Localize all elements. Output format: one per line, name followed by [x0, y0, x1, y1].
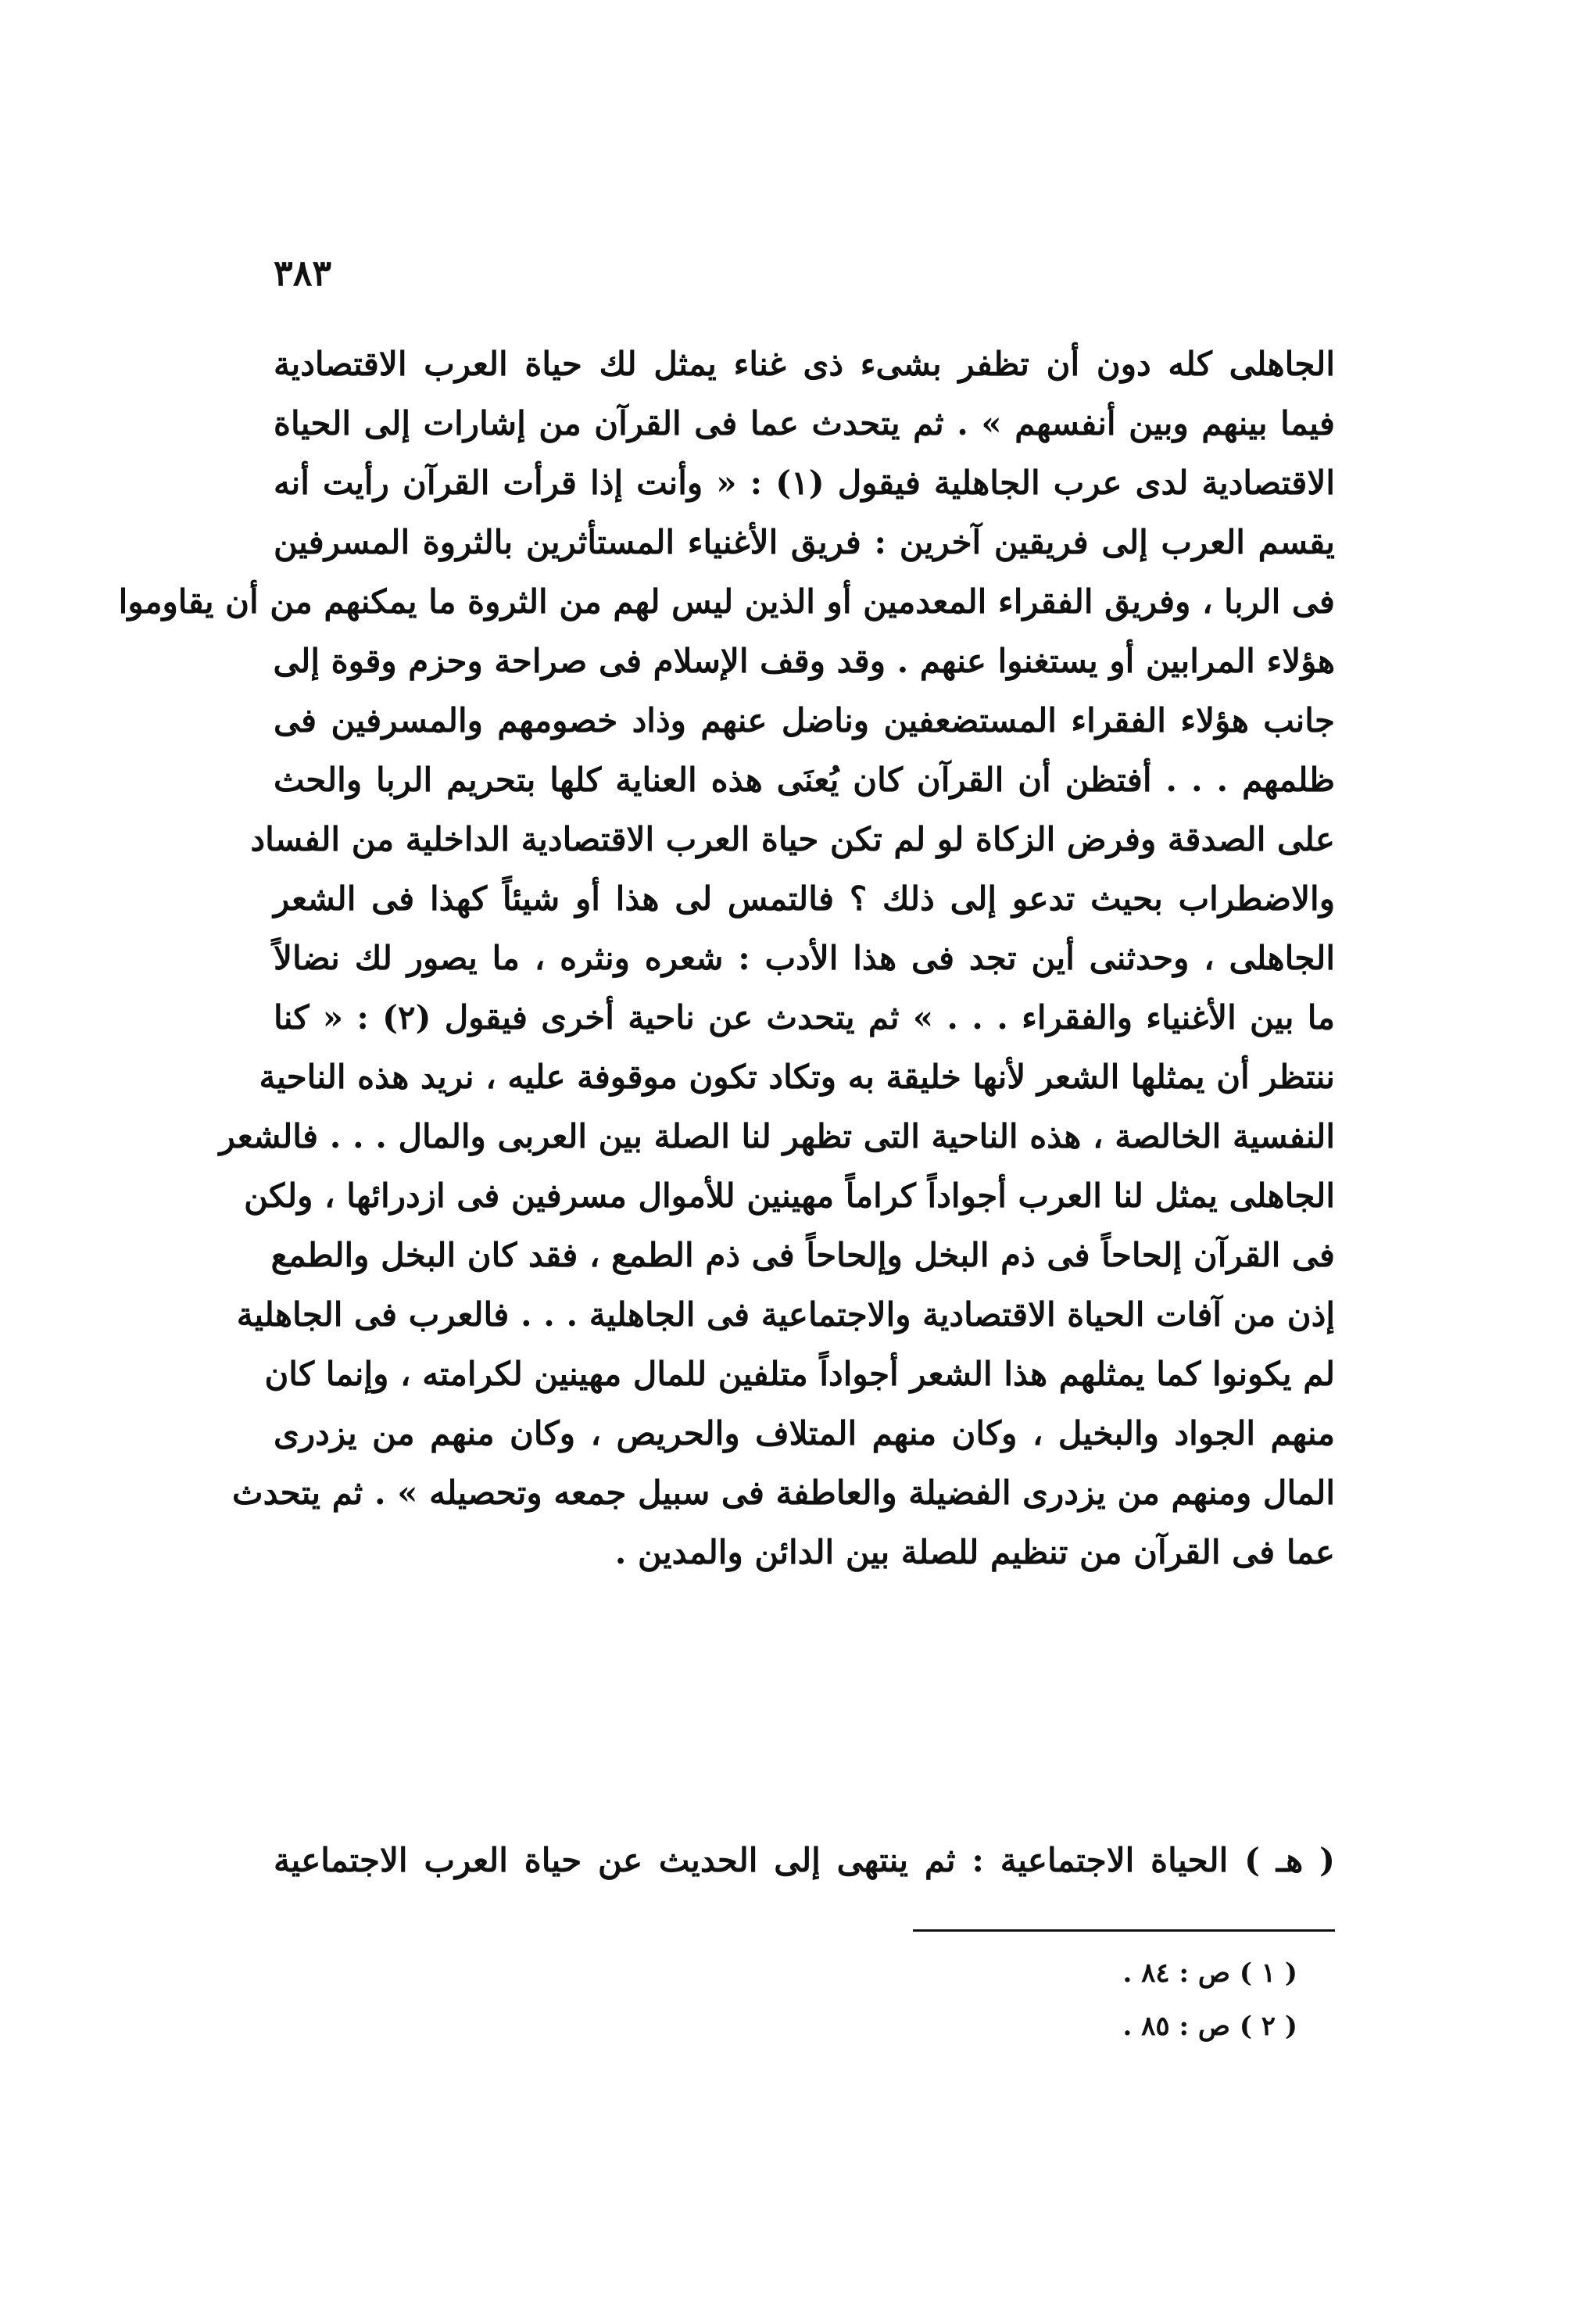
section-heading: ( هـ ) الحياة الاجتماعية : ثم ينتهى إلى الحديث عن حياة العرب الاجتماعية: [274, 1841, 1335, 1879]
text-line: هؤلاء المرابين أو يستغنوا عنهم . وقد وقف الإسلام فى صراحة وحزم وقوة إلى: [273, 642, 1335, 680]
text-line: فى الربا ، وفريق الفقراء المعدمين أو الذين ليس لهم من الثروة ما يمكنهم من أن يقاوموا: [118, 582, 1335, 621]
text-line: الجاهلى كله دون أن تظفر بشىء ذى غناء يمثل لك حياة العرب الاقتصادية: [274, 345, 1335, 383]
text-line: لم يكونوا كما يمثلهم هذا الشعر أجواداً متلفين للمال مهينين لكرامته ، وإنما كان: [264, 1355, 1335, 1393]
text-line: والاضطراب بحيث تدعو إلى ذلك ؟ فالتمس لى هذا أو شيئاً كهذا فى الشعر: [274, 879, 1335, 918]
text-line: إذن من آفات الحياة الاقتصادية والاجتماعية فى الجاهلية . . . فالعرب فى الجاهلية: [236, 1295, 1335, 1334]
text-line: جانب هؤلاء الفقراء المستضعفين وناضل عنهم وذاد خصومهم والمسرفين فى: [274, 701, 1335, 740]
body-text: [118, 335, 1335, 1582]
text-line: عما فى القرآن من تنظيم للصلة بين الدائن والمدين .: [614, 1533, 1335, 1571]
text-line: المال ومنهم من يزدرى الفضيلة والعاطفة فى سبيل جمعه وتحصيله » . ثم يتحدث: [232, 1474, 1335, 1512]
page-number: ٣٨٣: [274, 252, 332, 294]
text-line: على الصدقة وفرض الزكاة لو لم تكن حياة العرب الاقتصادية الداخلية من الفساد: [250, 820, 1335, 858]
text-line: الجاهلى ، وحدثنى أين تجد فى هذا الأدب : شعره ونثره ، ما يصور لك نضالاً: [274, 939, 1335, 977]
text-line: ظلمهم . . . أفتظن أن القرآن كان يُعنَى هذه العناية كلها بتحريم الربا والحث: [274, 761, 1335, 799]
text-line: ننتظر أن يمثلها الشعر لأنها خليقة به وتكاد تكون موقوفة عليه ، نريد هذه الناحية: [259, 1058, 1335, 1096]
footnotes: [860, 1947, 1297, 2053]
text-line: الاقتصادية لدى عرب الجاهلية فيقول (١) : « وأنت إذا قرأت القرآن رأيت أنه: [274, 464, 1335, 502]
footnote: ( ٢ ) ص : ٨٥ .: [1122, 2011, 1297, 2042]
text-line: منهم الجواد والبخيل ، وكان منهم المتلاف والحريص ، وكان منهم من يزدرى: [274, 1414, 1335, 1452]
text-line: يقسم العرب إلى فريقين آخرين : فريق الأغنياء المستأثرين بالثروة المسرفين: [274, 523, 1335, 561]
text-line: ما بين الأغنياء والفقراء . . . » ثم يتحدث عن ناحية أخرى فيقول (٢) : « كنا: [274, 998, 1335, 1037]
footnote-divider: [913, 1929, 1335, 1932]
text-line: الجاهلى يمثل لنا العرب أجواداً كراماً مهينين للأموال مسرفين فى ازدرائها ، ولكن: [244, 1177, 1335, 1215]
text-line: فى القرآن إلحاحاً فى ذم البخل وإلحاحاً فى ذم الطمع ، فقد كان البخل والطمع: [270, 1236, 1335, 1274]
text-line: النفسية الخالصة ، هذه الناحية التى تظهر لنا الصلة بين العربى والمال . . . فالشعر: [219, 1117, 1335, 1155]
footnote: ( ١ ) ص : ٨٤ .: [1122, 1957, 1297, 1989]
text-line: فيما بينهم وبين أنفسهم » . ثم يتحدث عما فى القرآن من إشارات إلى الحياة: [274, 404, 1335, 442]
